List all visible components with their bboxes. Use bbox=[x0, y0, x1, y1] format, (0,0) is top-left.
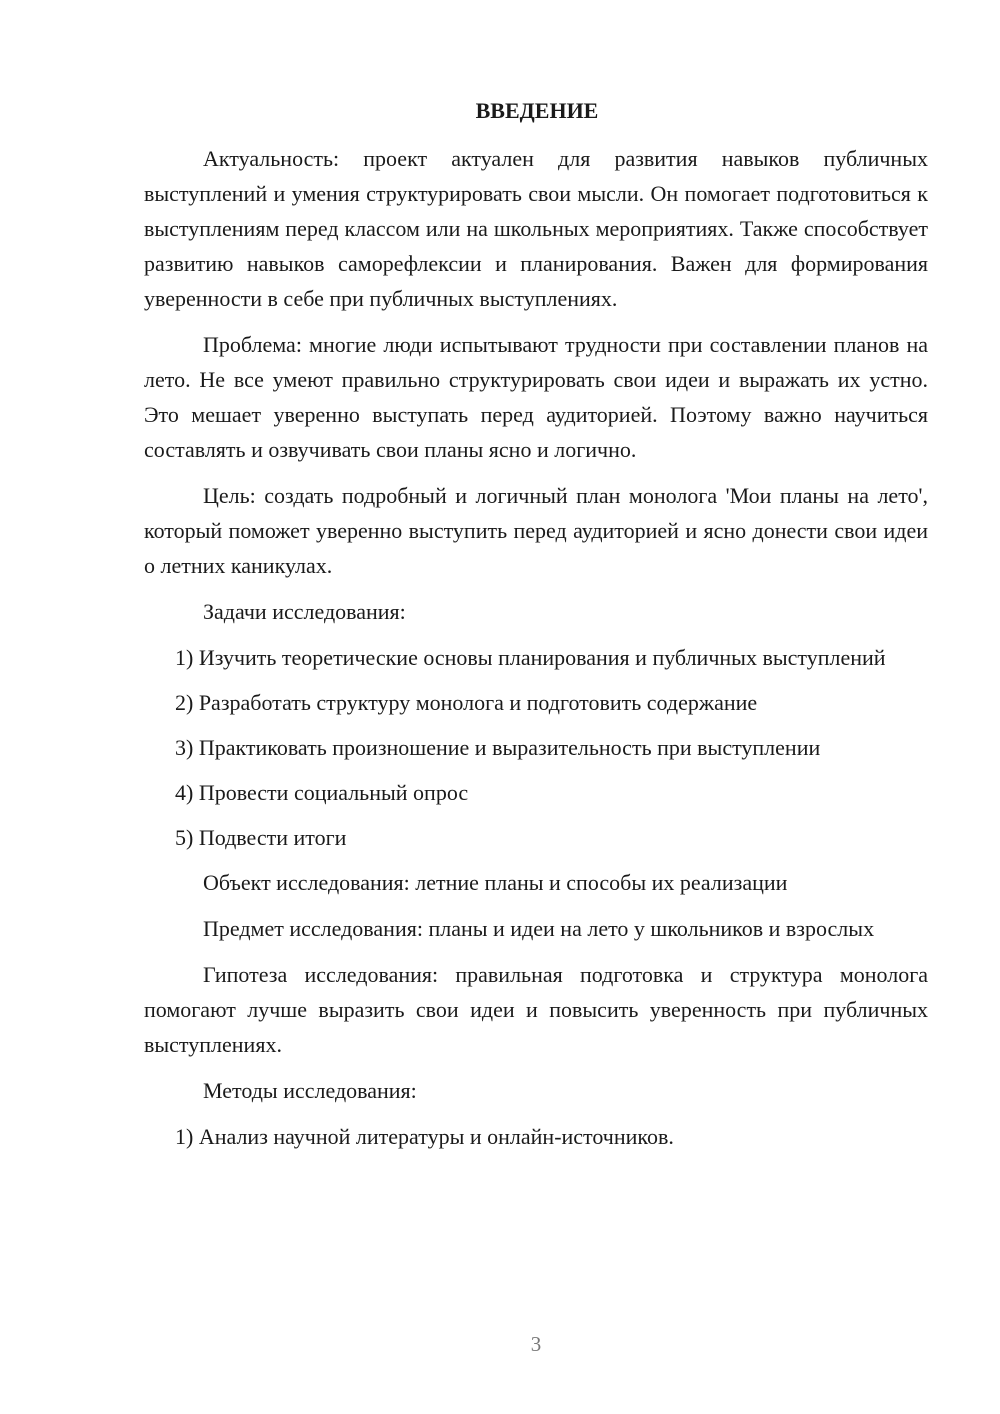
page-number: 3 bbox=[530, 1332, 542, 1356]
section-title: ВВЕДЕНИЕ bbox=[475, 98, 599, 123]
hypothesis-paragraph: Гипотеза исследования: правильная подготовка и структура монолога помогают лучше выразить свои идеи и повысить уверенность при публичных выступлениях. bbox=[144, 962, 928, 1057]
subject-paragraph: Предмет исследования: планы и идеи на лето у школьников и взрослых bbox=[203, 916, 875, 941]
object-paragraph: Объект исследования: летние планы и способы их реализации bbox=[203, 870, 788, 895]
task-item: 1) Изучить теоретические основы планирования и публичных выступлений bbox=[175, 645, 886, 670]
task-item: 3) Практиковать произношение и выразительность при выступлении bbox=[175, 735, 821, 760]
relevance-paragraph: Актуальность: проект актуален для развития навыков публичных выступлений и умения структурировать свои мысли. Он помогает подготовиться к выступлениям перед классом или на школьных мероприятиях. Также способствует развитию навыков саморефлексии и планирования. Важен для формирования уверенности в себе при публичных выступлениях. bbox=[144, 146, 928, 311]
problem-paragraph: Проблема: многие люди испытывают трудности при составлении планов на лето. Не все умеют правильно структурировать свои идеи и выражать их устно. Это мешает уверенно выступать перед аудиторией. Поэтому важно научиться составлять и озвучивать свои планы ясно и логично. bbox=[144, 332, 928, 462]
task-item: 4) Провести социальный опрос bbox=[175, 780, 469, 805]
methods-heading: Методы исследования: bbox=[203, 1078, 417, 1103]
task-item: 2) Разработать структуру монолога и подготовить содержание bbox=[175, 690, 758, 715]
method-item: 1) Анализ научной литературы и онлайн-источников. bbox=[175, 1124, 674, 1149]
task-item: 5) Подвести итоги bbox=[175, 825, 347, 850]
goal-paragraph: Цель: создать подробный и логичный план монолога 'Мои планы на лето', который поможет уверенно выступить перед аудиторией и ясно донести свои идеи о летних каникулах. bbox=[144, 483, 928, 578]
page-content bbox=[144, 93, 928, 1164]
tasks-heading: Задачи исследования: bbox=[203, 599, 406, 624]
